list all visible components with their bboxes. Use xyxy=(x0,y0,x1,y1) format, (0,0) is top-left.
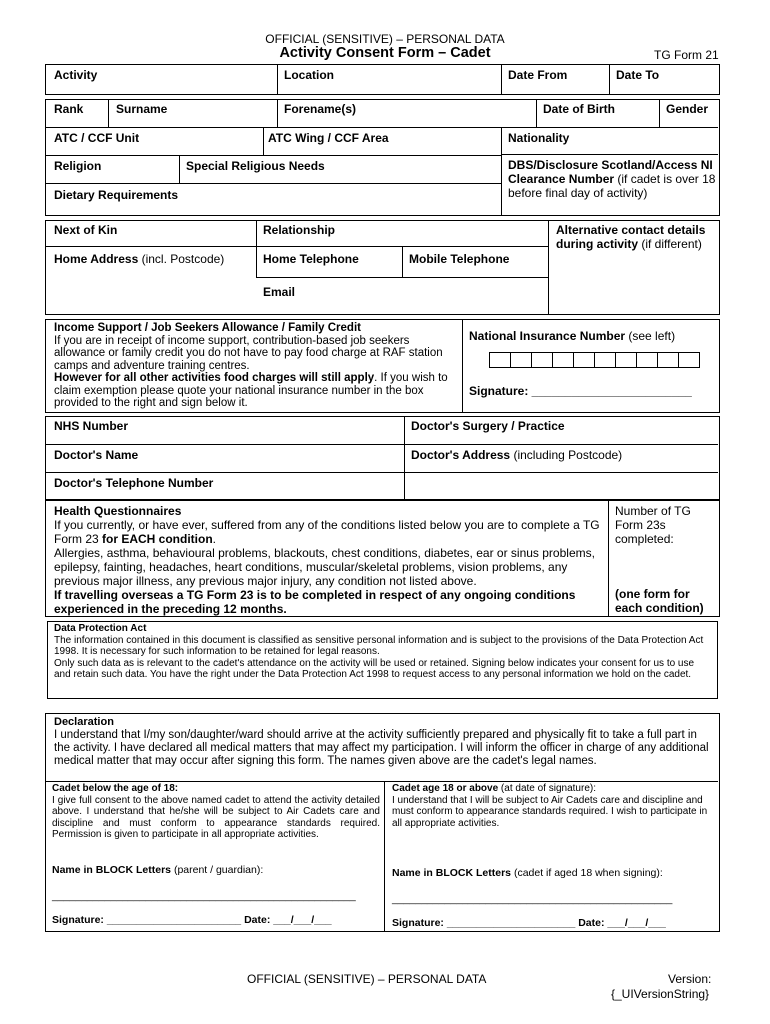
rank-field[interactable]: Rank xyxy=(54,102,84,116)
cadet-signature-field[interactable]: Signature: ______________________ Date: ___/___/___ xyxy=(392,917,666,929)
alternative-contact-field[interactable]: Alternative contact details during activity (if different) xyxy=(548,220,720,315)
dietary-requirements-field[interactable]: Dietary Requirements xyxy=(54,188,179,202)
declaration-section xyxy=(45,713,720,932)
date-of-birth-field[interactable]: Date of Birth xyxy=(543,102,615,116)
over-18-consent-text: Cadet age 18 or above (at date of signature): I understand that I will be subject to Air Cadets care and discipline and must conform to appearance standards required. I wish to participate in all appropriate activities. xyxy=(392,783,708,829)
form-number: TG Form 21 xyxy=(654,48,719,62)
health-questionnaire-section xyxy=(45,500,720,617)
relationship-field[interactable]: Relationship xyxy=(263,223,336,237)
classification-header: OFFICIAL (SENSITIVE) – PERSONAL DATA xyxy=(265,32,505,46)
cadet-name-input[interactable]: ________________________________________________ xyxy=(392,893,673,905)
forenames-field[interactable]: Forename(s) xyxy=(284,102,357,116)
version-value: {_UIVersionString} xyxy=(611,987,710,1001)
dbs-clearance-field[interactable]: DBS/Disclosure Scotland/Access NI Clearance Number (if cadet is over 18 before final day of activity) xyxy=(508,158,716,200)
national-insurance-number-input[interactable] xyxy=(489,352,698,368)
data-protection-section xyxy=(47,621,718,699)
doctors-name-field[interactable]: Doctor's Name xyxy=(54,448,139,462)
date-to-field[interactable]: Date To xyxy=(616,68,660,82)
atc-wing-field[interactable]: ATC Wing / CCF Area xyxy=(268,131,389,145)
ni-signature-field[interactable]: Signature: ________________________ xyxy=(469,384,692,398)
health-questionnaire-text: Health Questionnaires If you currently, or have ever, suffered from any of the conditions listed below you are to complete a TG Form 23 for EACH condition. Allergies, asthma, behavioural problems, blackouts, chest conditions, diabetes, ear or sinus problems, epilepsy, fainting, headaches, heart conditions, muscular/skeletal problems, vision problems, any previous major illness, any previous major injury, any condition not listed above. If travelling overseas a TG Form 23 is to be completed in respect of any ongoing conditions experienced in the preceding 12 months. xyxy=(54,504,600,616)
activity-section xyxy=(45,64,720,95)
location-field[interactable]: Location xyxy=(284,68,334,82)
tg-form-23-note: (one form for each condition) xyxy=(615,587,704,615)
gender-field[interactable]: Gender xyxy=(666,102,709,116)
nationality-field[interactable]: Nationality xyxy=(508,131,570,145)
parent-name-input[interactable]: ____________________________________________________ xyxy=(52,890,356,902)
declaration-text: Declaration I understand that I/my son/daughter/ward should arrive at the activity sufficiently prepared and physically fit to take a full part in the activity. I have declared all medical matters that may affect my participation. I will inform the officer in charge of any additional medical matter that may occur after signing this form. The names given above are the cadet's legal names. xyxy=(54,716,709,767)
doctors-telephone-field[interactable]: Doctor's Telephone Number xyxy=(54,476,214,490)
personal-section xyxy=(45,99,720,216)
income-support-section xyxy=(45,319,720,413)
mobile-telephone-field[interactable]: Mobile Telephone xyxy=(409,252,510,266)
medical-section xyxy=(45,416,720,500)
version-label: Version: xyxy=(668,972,712,986)
atc-unit-field[interactable]: ATC / CCF Unit xyxy=(54,131,140,145)
national-insurance-label: National Insurance Number (see left) xyxy=(469,329,676,343)
next-of-kin-section xyxy=(45,220,549,315)
surname-field[interactable]: Surname xyxy=(116,102,168,116)
data-protection-text: Data Protection Act The information contained in this document is classified as sensitive personal information and is subject to the provisions of the Data Protection Act 1998. It is necessary for such information to be retained for legal reasons. Only such data as is relevant to the cadet's attendance on the activity will be used or retained. Signing below indicates your consent for us to use and retain such data. You have the right under the Data Protection Act 1998 to request access to any personal information we hold on the cadet. xyxy=(54,623,704,680)
parent-signature-field[interactable]: Signature: _______________________ Date: ___/___/___ xyxy=(52,914,332,926)
activity-field[interactable]: Activity xyxy=(54,68,98,82)
home-address-field[interactable]: Home Address (incl. Postcode) xyxy=(54,252,225,266)
form-title: Activity Consent Form – Cadet xyxy=(279,45,491,61)
tg-form-23-count-field[interactable]: Number of TG Form 23s completed: xyxy=(615,504,691,546)
religion-field[interactable]: Religion xyxy=(54,159,102,173)
home-telephone-field[interactable]: Home Telephone xyxy=(263,252,359,266)
income-support-text: Income Support / Job Seekers Allowance / Family Credit If you are in receipt of income support, contribution-based job seekers allowance or family credit you do not have to pay food charge at RAF station camps and adventure training centres. However for all other activities food charges will still apply. If you wish to claim exemption please quote your national insurance number in the box provided to the right and sign below it. xyxy=(54,322,448,409)
doctors-address-field[interactable]: Doctor's Address (including Postcode) xyxy=(411,448,623,462)
parent-name-label: Name in BLOCK Letters (parent / guardian): xyxy=(52,864,264,876)
special-religious-needs-field[interactable]: Special Religious Needs xyxy=(186,159,325,173)
doctors-surgery-field[interactable]: Doctor's Surgery / Practice xyxy=(411,419,565,433)
classification-footer: OFFICIAL (SENSITIVE) – PERSONAL DATA xyxy=(247,972,487,986)
next-of-kin-field[interactable]: Next of Kin xyxy=(54,223,118,237)
email-field[interactable]: Email xyxy=(263,285,296,299)
nhs-number-field[interactable]: NHS Number xyxy=(54,419,129,433)
date-from-field[interactable]: Date From xyxy=(508,68,568,82)
under-18-consent-text: Cadet below the age of 18: I give full consent to the above named cadet to attend the activity detailed above. I understand that he/she will be subject to Air Cadets care and discipline and must conform to appearance standards required. Permission is given to participate in all appropriate activities. xyxy=(52,783,380,840)
cadet-name-label: Name in BLOCK Letters (cadet if aged 18 when signing): xyxy=(392,867,663,879)
